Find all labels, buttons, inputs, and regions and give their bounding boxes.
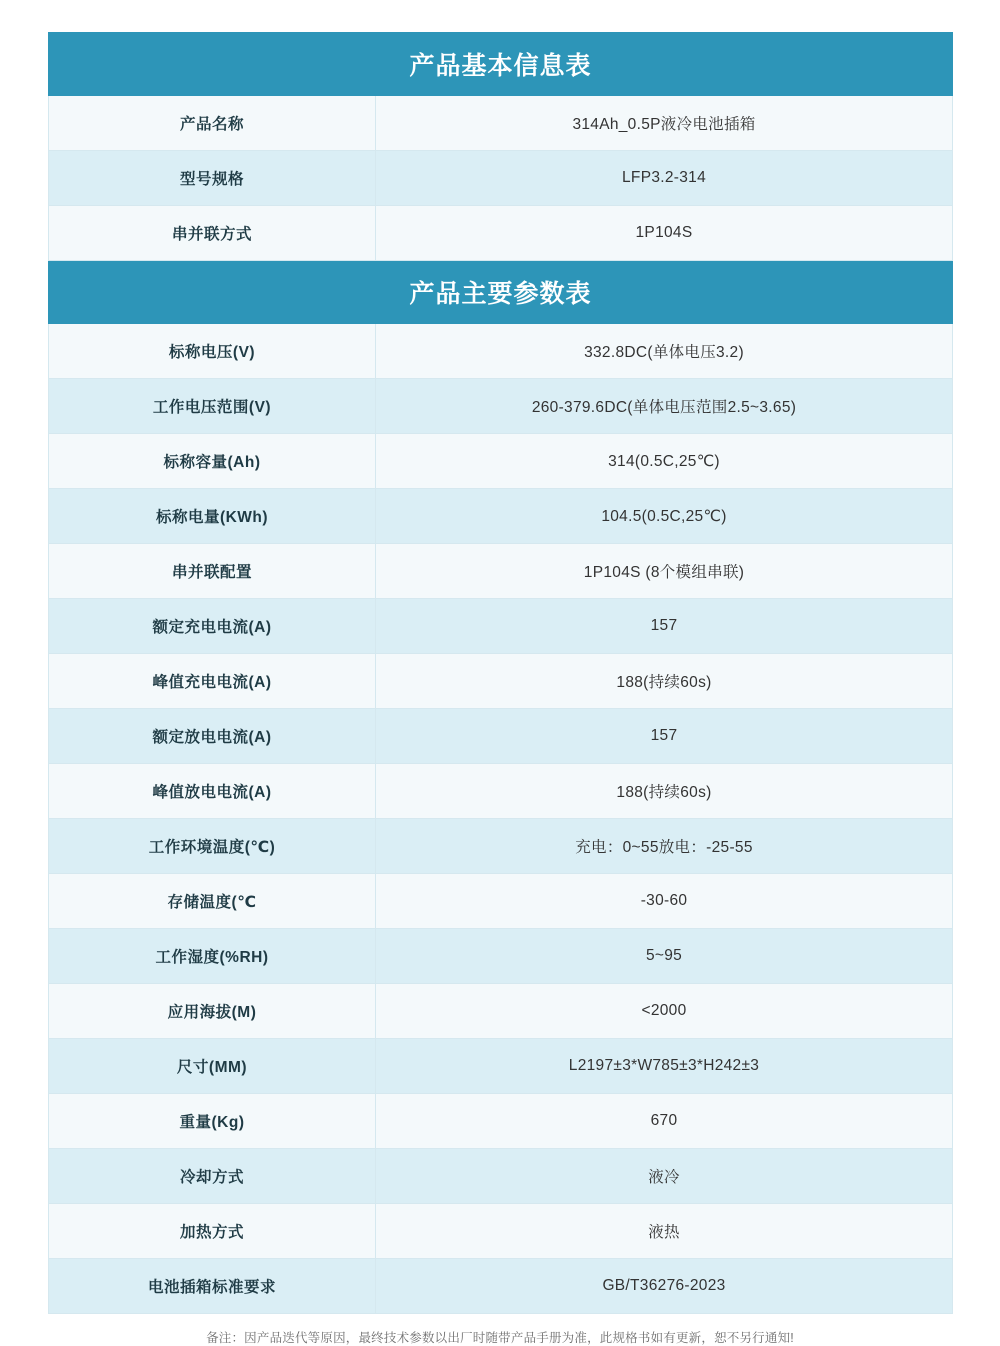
row-value: 5~95 — [376, 929, 953, 984]
table-row — [49, 599, 953, 654]
row-value: 157 — [376, 709, 953, 764]
row-value: -30-60 — [376, 874, 953, 929]
row-label: 标称电压(V) — [49, 324, 376, 379]
row-value: 1P104S — [376, 206, 953, 261]
row-value: 104.5(0.5C,25℃) — [376, 489, 953, 544]
row-label: 工作环境温度(℃) — [49, 819, 376, 874]
row-value: 液热 — [376, 1204, 953, 1259]
row-value: 充电：0~55放电：-25-55 — [376, 819, 953, 874]
row-label: 存储温度(℃ — [49, 874, 376, 929]
row-value: 157 — [376, 599, 953, 654]
row-label: 电池插箱标准要求 — [49, 1259, 376, 1314]
row-label: 应用海拔(M) — [49, 984, 376, 1039]
table-row — [49, 1259, 953, 1314]
row-label: 标称电量(KWh) — [49, 489, 376, 544]
row-value: 液冷 — [376, 1149, 953, 1204]
section-header-basic-info — [49, 33, 953, 96]
table-row — [49, 709, 953, 764]
row-value: <2000 — [376, 984, 953, 1039]
table-row — [49, 1094, 953, 1149]
row-value: 670 — [376, 1094, 953, 1149]
row-label: 冷却方式 — [49, 1149, 376, 1204]
row-label: 工作湿度(%RH) — [49, 929, 376, 984]
table-row — [49, 96, 953, 151]
table-row — [49, 489, 953, 544]
section-title-basic-info: 产品基本信息表 — [49, 33, 953, 96]
table-row — [49, 379, 953, 434]
row-label: 额定放电电流(A) — [49, 709, 376, 764]
section-header-main-parameters — [49, 261, 953, 324]
row-label: 额定充电电流(A) — [49, 599, 376, 654]
row-label: 工作电压范围(V) — [49, 379, 376, 434]
table-row — [49, 544, 953, 599]
table-row — [49, 929, 953, 984]
table-row — [49, 151, 953, 206]
row-label: 尺寸(MM) — [49, 1039, 376, 1094]
row-value: 188(持续60s) — [376, 764, 953, 819]
table-row — [49, 324, 953, 379]
row-label: 串并联方式 — [49, 206, 376, 261]
row-label: 产品名称 — [49, 96, 376, 151]
row-label: 型号规格 — [49, 151, 376, 206]
row-value: GB/T36276-2023 — [376, 1259, 953, 1314]
row-value: LFP3.2-314 — [376, 151, 953, 206]
row-value: 314(0.5C,25℃) — [376, 434, 953, 489]
table-row — [49, 434, 953, 489]
table-row — [49, 764, 953, 819]
row-label: 重量(Kg) — [49, 1094, 376, 1149]
row-value: 314Ah_0.5P液冷电池插箱 — [376, 96, 953, 151]
table-row — [49, 1149, 953, 1204]
row-label: 串并联配置 — [49, 544, 376, 599]
table-row — [49, 206, 953, 261]
row-value: 332.8DC(单体电压3.2) — [376, 324, 953, 379]
table-row — [49, 654, 953, 709]
row-label: 峰值放电电流(A) — [49, 764, 376, 819]
row-value: 1P104S (8个模组串联) — [376, 544, 953, 599]
table-row — [49, 874, 953, 929]
footnote: 备注：因产品迭代等原因，最终技术参数以出厂时随带产品手册为准，此规格书如有更新，恕不另行通知! — [206, 1331, 794, 1345]
table-row — [49, 984, 953, 1039]
spec-table-body — [49, 33, 953, 1314]
row-label: 峰值充电电流(A) — [49, 654, 376, 709]
row-value: 260-379.6DC(单体电压范围2.5~3.65) — [376, 379, 953, 434]
table-row — [49, 819, 953, 874]
row-label: 加热方式 — [49, 1204, 376, 1259]
row-value: L2197±3*W785±3*H242±3 — [376, 1039, 953, 1094]
row-value: 188(持续60s) — [376, 654, 953, 709]
table-row — [49, 1039, 953, 1094]
product-spec-table — [48, 32, 953, 1314]
row-label: 标称容量(Ah) — [49, 434, 376, 489]
section-title-main-parameters: 产品主要参数表 — [49, 261, 953, 324]
table-row — [49, 1204, 953, 1259]
